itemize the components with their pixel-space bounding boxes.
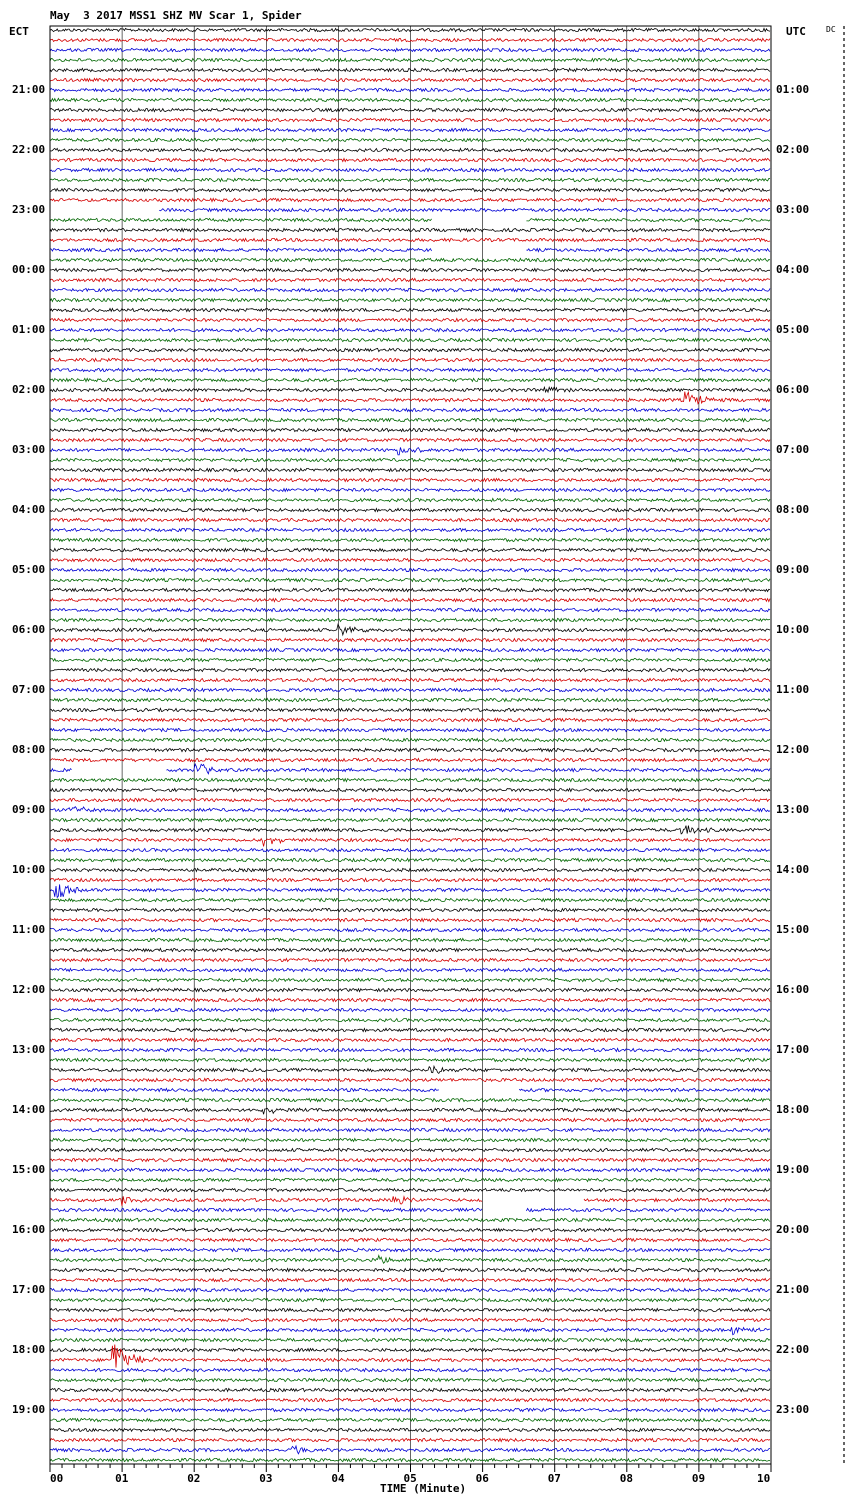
trace-64 [50,668,770,671]
trace-66 [50,688,770,691]
trace-119 [50,1218,770,1221]
trace-29 [50,318,770,321]
seismic-traces [50,28,770,1461]
trace-122 [50,1248,770,1251]
left-hour-label: 10:00 [12,863,46,876]
trace-94 [50,968,770,971]
trace-23 [50,258,770,261]
trace-115 [50,1178,770,1181]
trace-48 [50,508,770,511]
trace-51 [50,538,770,541]
right-hour-label: 14:00 [776,863,810,876]
x-tick-label: 03 [259,1472,273,1485]
trace-11 [50,138,770,141]
trace-6 [50,88,770,91]
trace-109 [50,1118,770,1121]
trace-14 [50,168,770,171]
right-hour-label: 03:00 [776,203,810,216]
trace-124 [50,1268,770,1271]
trace-110 [50,1128,770,1131]
trace-17 [50,198,770,201]
trace-57 [50,598,770,601]
right-hour-label: 17:00 [776,1043,810,1056]
trace-33 [50,358,770,361]
trace-69 [50,718,770,721]
left-hour-label: 09:00 [12,803,46,816]
trace-13 [50,158,770,161]
trace-117 [50,1196,770,1206]
trace-31 [50,338,770,341]
left-hour-label: 00:00 [12,263,46,276]
x-tick-label: 06 [475,1472,489,1485]
trace-49 [50,518,770,521]
trace-114 [50,1168,770,1171]
right-hour-label: 10:00 [776,623,810,636]
right-hour-label: 09:00 [776,563,810,576]
right-hour-label: 02:00 [776,143,810,156]
x-tick-label: 01 [115,1472,129,1485]
trace-34 [50,368,770,371]
trace-26 [50,288,770,291]
trace-83 [50,858,770,861]
trace-60 [50,624,770,635]
right-hour-label: 18:00 [776,1103,810,1116]
trace-56 [50,588,770,591]
trace-84 [50,868,770,871]
right-hour-label: 16:00 [776,983,810,996]
trace-132 [50,1348,770,1351]
trace-77 [50,798,770,801]
left-hour-label: 13:00 [12,1043,46,1056]
x-tick-label: 08 [619,1472,634,1485]
trace-3 [50,58,770,61]
trace-18 [159,208,770,211]
x-tick-label: 02 [187,1472,201,1485]
trace-141 [50,1438,770,1441]
trace-45 [50,478,770,481]
right-hour-label: 07:00 [776,443,810,456]
right-hour-label: 12:00 [776,743,810,756]
left-hour-label: 15:00 [12,1163,46,1176]
trace-97 [50,998,770,1001]
left-hour-label: 08:00 [12,743,46,756]
trace-131 [50,1338,770,1341]
trace-24 [50,268,770,271]
trace-32 [50,348,770,351]
left-hour-label: 04:00 [12,503,46,516]
trace-85 [50,878,770,881]
trace-81 [50,838,770,846]
trace-123 [50,1256,770,1264]
trace-86 [50,884,770,897]
trace-42 [50,447,770,455]
trace-70 [50,728,770,731]
right-hour-label: 23:00 [776,1403,810,1416]
left-hour-label: 11:00 [12,923,46,936]
left-hour-label: 17:00 [12,1283,46,1296]
trace-127 [50,1298,770,1301]
left-hour-label: 03:00 [12,443,46,456]
minute-gridlines [122,26,699,1464]
left-hour-label: 05:00 [12,563,46,576]
trace-89 [50,918,770,921]
trace-50 [50,528,770,531]
trace-30 [50,328,770,331]
trace-91 [50,938,770,941]
trace-7 [50,98,770,101]
trace-35 [50,378,770,381]
trace-52 [50,548,770,551]
trace-143 [50,1458,770,1461]
x-tick-label: 09 [691,1472,706,1485]
trace-40 [50,428,770,431]
x-tick-label: 07 [547,1472,561,1485]
trace-28 [50,308,770,311]
x-axis-ticks [50,1464,771,1472]
trace-63 [50,658,770,661]
right-hour-label: 04:00 [776,263,810,276]
left-hour-label: 02:00 [12,383,46,396]
right-hour-label: 11:00 [776,683,810,696]
trace-39 [50,418,770,421]
left-hour-label: 14:00 [12,1103,46,1116]
trace-20 [50,228,770,231]
trace-120 [50,1228,770,1231]
right-hour-label: 21:00 [776,1283,810,1296]
right-timezone-label: UTC [786,25,806,38]
right-hour-label: 05:00 [776,323,810,336]
trace-96 [50,988,770,991]
left-hour-label: 06:00 [12,623,46,636]
right-hour-label: 22:00 [776,1343,810,1356]
trace-108 [50,1108,770,1114]
trace-133 [50,1345,770,1368]
trace-55 [50,578,770,581]
trace-47 [50,498,770,501]
trace-129 [50,1318,770,1321]
trace-98 [50,1008,770,1011]
trace-105 [50,1078,770,1081]
trace-140 [50,1428,770,1431]
right-hour-label: 06:00 [776,383,810,396]
trace-137 [50,1398,770,1401]
trace-121 [50,1238,770,1241]
trace-130 [50,1327,770,1334]
trace-22 [50,248,770,251]
trace-118 [50,1208,770,1211]
trace-37 [50,392,770,404]
trace-8 [50,108,770,111]
trace-128 [50,1308,770,1311]
trace-112 [50,1148,770,1151]
left-hour-label: 07:00 [12,683,46,696]
plot-title: May 3 2017 MSS1 SHZ MV Scar 1, Spider [50,9,302,22]
trace-92 [50,948,770,951]
trace-93 [50,958,770,961]
trace-135 [50,1378,770,1381]
trace-71 [50,738,770,741]
trace-61 [50,638,770,641]
trace-1 [50,38,770,41]
trace-107 [50,1098,770,1101]
trace-2 [50,48,770,51]
trace-12 [50,148,770,151]
trace-116 [50,1188,770,1191]
trace-58 [50,608,770,611]
right-hour-label: 20:00 [776,1223,810,1236]
trace-99 [50,1018,770,1021]
right-hour-label: 19:00 [776,1163,810,1176]
left-hour-label: 16:00 [12,1223,46,1236]
trace-10 [50,128,770,131]
trace-16 [50,188,770,191]
trace-88 [50,908,770,911]
right-hour-label: 01:00 [776,83,810,96]
trace-46 [50,488,770,491]
trace-142 [50,1446,770,1454]
left-hour-label: 22:00 [12,143,46,156]
trace-95 [50,978,770,981]
trace-43 [50,458,770,461]
trace-134 [50,1368,770,1371]
trace-103 [50,1058,770,1061]
right-hour-label: 13:00 [776,803,810,816]
trace-53 [50,558,770,561]
trace-27 [50,298,770,301]
trace-68 [50,708,770,711]
x-tick-label: 04 [331,1472,345,1485]
trace-62 [50,648,770,651]
x-axis-title: TIME (Minute) [380,1482,467,1495]
trace-76 [50,788,770,791]
x-tick-label: 00 [50,1472,64,1485]
trace-126 [50,1288,770,1291]
trace-75 [50,778,770,781]
trace-4 [50,68,770,71]
trace-44 [50,468,770,471]
left-hour-label: 01:00 [12,323,46,336]
trace-106 [50,1088,770,1091]
left-hour-label: 23:00 [12,203,46,216]
trace-78 [50,807,770,812]
trace-101 [50,1038,770,1041]
trace-0 [50,28,770,31]
right-hour-label: 15:00 [776,923,810,936]
trace-65 [50,678,770,681]
x-tick-label: 05 [403,1472,417,1485]
trace-59 [50,618,770,621]
trace-15 [50,178,770,181]
trace-125 [50,1278,770,1281]
x-tick-label: 10 [757,1472,771,1485]
trace-73 [50,758,770,761]
right-hour-label: 08:00 [776,503,810,516]
trace-19 [50,218,770,221]
trace-113 [50,1158,770,1161]
left-hour-label: 19:00 [12,1403,46,1416]
dc-label: DC [826,25,836,34]
trace-5 [50,78,770,81]
trace-90 [50,928,770,931]
trace-21 [50,238,770,241]
trace-136 [50,1388,770,1391]
trace-139 [50,1418,770,1421]
left-timezone-label: ECT [9,25,29,38]
trace-67 [50,698,770,701]
trace-82 [50,848,770,851]
trace-100 [50,1028,770,1031]
left-hour-label: 18:00 [12,1343,46,1356]
trace-138 [50,1408,770,1411]
left-hour-label: 12:00 [12,983,46,996]
trace-41 [50,438,770,441]
trace-74 [50,764,770,774]
trace-36 [50,387,770,392]
trace-79 [50,818,770,821]
trace-9 [50,118,770,121]
trace-104 [50,1066,770,1073]
trace-54 [50,568,770,571]
trace-80 [50,826,770,834]
trace-72 [50,748,770,751]
trace-87 [50,898,770,901]
trace-111 [50,1138,770,1141]
trace-102 [50,1048,770,1051]
trace-38 [50,408,770,411]
left-hour-label: 21:00 [12,83,46,96]
trace-25 [50,278,770,281]
